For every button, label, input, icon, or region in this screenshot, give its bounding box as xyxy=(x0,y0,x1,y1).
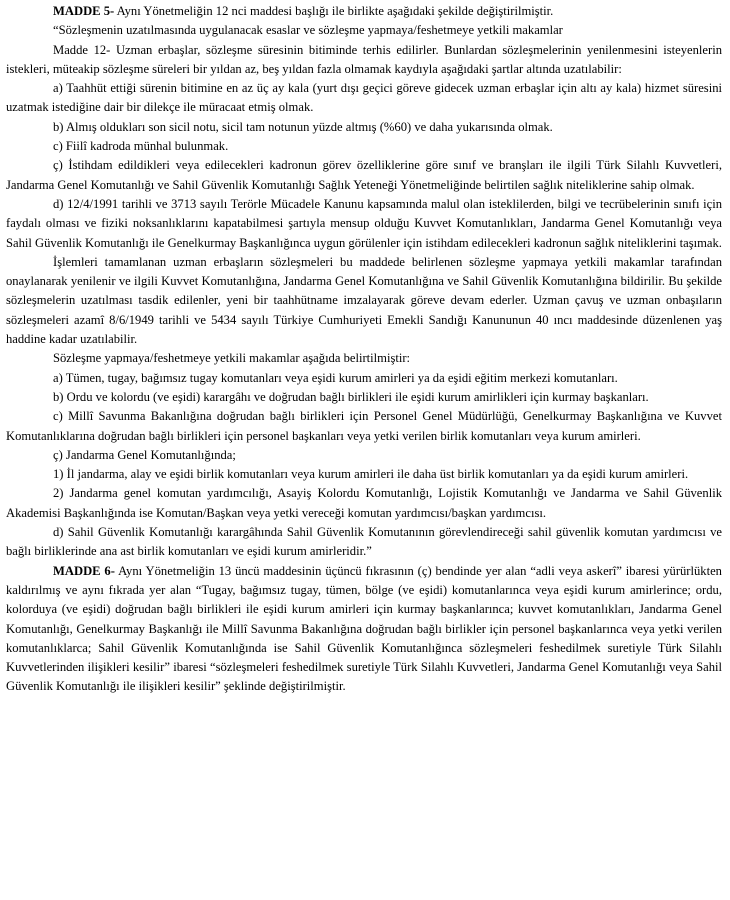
authority-a: a) Tümen, tugay, bağımsız tugay komutanları veya eşidi kurum amirleri ya da eşidi eğitim merkezi komutanları. xyxy=(53,370,618,385)
condition-d: d) 12/4/1991 tarihli ve 3713 sayılı Terörle Mücadele Kanunu kapsamında malul olan isteklilerden, bilgi ve tecrübelerinin sınıfı için faydalı olması ve fiziki noksanlıklarını kapatabilmesi şartıyla mensup olduğu Kuvvet Komutanlıkları, Jandarma Genel Komutanlığı veya Sahil Güvenlik Komutanlığı ile Genelkurmay Başkanlığınca uygun görülenler için istihdam edilecekleri kadronun sağlık niteliklerini taşımak. xyxy=(6,196,722,250)
authority-b: b) Ordu ve kolordu (ve eşidi) karargâhı ve doğrudan bağlı birlikleri ile eşidi kurum amirlikleri için kurmay başkanları. xyxy=(53,389,649,404)
authority-cedilla-c: ç) Jandarma Genel Komutanlığında; xyxy=(53,447,236,462)
madde-5-paragraph xyxy=(6,2,722,21)
authority-cedilla-c-1: 1) İl jandarma, alay ve eşidi birlik komutanları veya kurum amirleri ile daha üst birlik komutanları ya da eşidi kurum amirleri. xyxy=(53,467,689,482)
condition-a: a) Taahhüt ettiği sürenin bitimine en az üç ay kala (yurt dışı geçici göreve gidecek uzman erbaşlar için altı ay kala) hizmet süresini uzatmak istediğine dair bir dilekçe ile müracaat etmiş olmak. xyxy=(6,81,722,115)
article-12-intro: Madde 12- Uzman erbaşlar, sözleşme süresinin bitiminde terhis edilirler. Bunlardan sözleşmelerinin yenilenmesini isteyenlerin istekleri, müteakip sözleşme süreleri bir yıldan az, beş yıldan fazla olmamak kaydıyla aşağıdaki şartlar altında uzatılabilir: xyxy=(6,42,722,76)
authority-c: c) Millî Savunma Bakanlığına doğrudan bağlı birlikleri için Personel Genel Müdürlüğü, Genelkurmay Başkanlığına ve Kuvvet Komutanlıklarına doğrudan bağlı birlikleri için personel başkanları veya yetki verilen birlik komutanları veya kurum amirleri. xyxy=(6,409,722,443)
authority-cedilla-c-2: 2) Jandarma genel komutan yardımcılığı, Asayiş Kolordu Komutanlığı, Lojistik Komutanlığı ve Jandarma ve Sahil Güvenlik Akademisi Başkanlığında ise Komutan/Başkan veya yetki vereceği komutan yardımcısı/başkan yardımcısı. xyxy=(6,486,722,520)
authorities-intro: Sözleşme yapmaya/feshetmeye yetkili makamlar aşağıda belirtilmiştir: xyxy=(53,351,411,366)
madde-5-text: Aynı Yönetmeliğin 12 nci maddesi başlığı ile birlikte aşağıdaki şekilde değiştirilmiştir. xyxy=(114,4,554,18)
madde-6-label: MADDE 6- xyxy=(53,563,115,578)
madde-6-text: Aynı Yönetmeliğin 13 üncü maddesinin üçüncü fıkrasının (ç) bendinde yer alan “adli veya askerî” ibaresi yürürlükten kaldırılmış ve aynı fıkrada yer alan “Tugay, bağımsız tugay, tümen, bölge (ve eşidi) komutanlarınca veya eşidi kurum amirlerince; ordu, kolorduya (ve eşidi) doğrudan bağlı birlikleri ile eşidi kurum amirleri için kurmay başkanlarınca; kuvvet komutanlıkları, Jandarma Genel Komutanlığı, Genelkurmay Başkanlığı ile Millî Savunma Bakanlığına doğrudan bağlı birlikler için personel başkanlarınca veya yetki verilen komutanlıklarca; Sahil Güvenlik Komutanlığında ise Sahil Güvenlik Komutanlığınca sözleşmeleri feshedilmek suretiyle Türk Silahlı Kuvvetlerinden ilişikleri kesilir” ibaresi “sözleşmeleri feshedilmek suretiyle Türk Silahlı Kuvvetleri, Jandarma Genel Komutanlığı veya Sahil Güvenlik Komutanlığı ile ilişikleri kesilir” şeklinde değiştirilmiştir. xyxy=(6,563,722,694)
madde-5-label: MADDE 5- xyxy=(53,4,115,18)
condition-cedilla-c: ç) İstihdam edildikleri veya edilecekleri kadronun görev özelliklerine göre sınıf ve branşları ile ilgili Türk Silahlı Kuvvetleri, Jandarma Genel Komutanlığı ve Sahil Güvenlik Komutanlığı Sağlık Yeteneği Yönetmeliğinde belirtilen sağlık niteliklerine sahip olmak. xyxy=(6,158,722,192)
madde-6-paragraph xyxy=(6,562,722,697)
condition-b: b) Almış oldukları son sicil notu, sicil tam notunun yüzde altmış (%60) ve daha yukarısında olmak. xyxy=(53,119,553,134)
article-12-title: “Sözleşmenin uzatılmasında uygulanacak esaslar ve sözleşme yapmaya/feshetmeye yetkili makamlar xyxy=(53,23,563,38)
authority-d: d) Sahil Güvenlik Komutanlığı karargâhında Sahil Güvenlik Komutanının görevlendireceği sahil güvenlik komutan yardımcısı ve bağlı birliklerinde ana ast birlik komutanları ve eşidi kurum amirleridir.” xyxy=(6,525,722,559)
approval-paragraph: İşlemleri tamamlanan uzman erbaşların sözleşmeleri bu maddede belirlenen sözleşme yapmaya yetkili makamlar tarafından onaylanarak yenilenir ve ilgili Kuvvet Komutanlığına, Jandarma Genel Komutanlığına ve Sahil Güvenlik Komutanlığına bildirilir. Bu şekilde sözleşmelerin uzatılması tasdik edilenler, yeni bir taahhütname imzalayarak göreve devam ederler. Uzman çavuş ve uzman onbaşıların sözleşmeleri azamî 8/6/1949 tarihli ve 5434 sayılı Türkiye Cumhuriyeti Emekli Sandığı Kanununun 40 ıncı maddesinde düzenlenen yaş haddine kadar uzatılabilir. xyxy=(6,254,722,347)
condition-c: c) Fiilî kadroda münhal bulunmak. xyxy=(53,139,229,154)
